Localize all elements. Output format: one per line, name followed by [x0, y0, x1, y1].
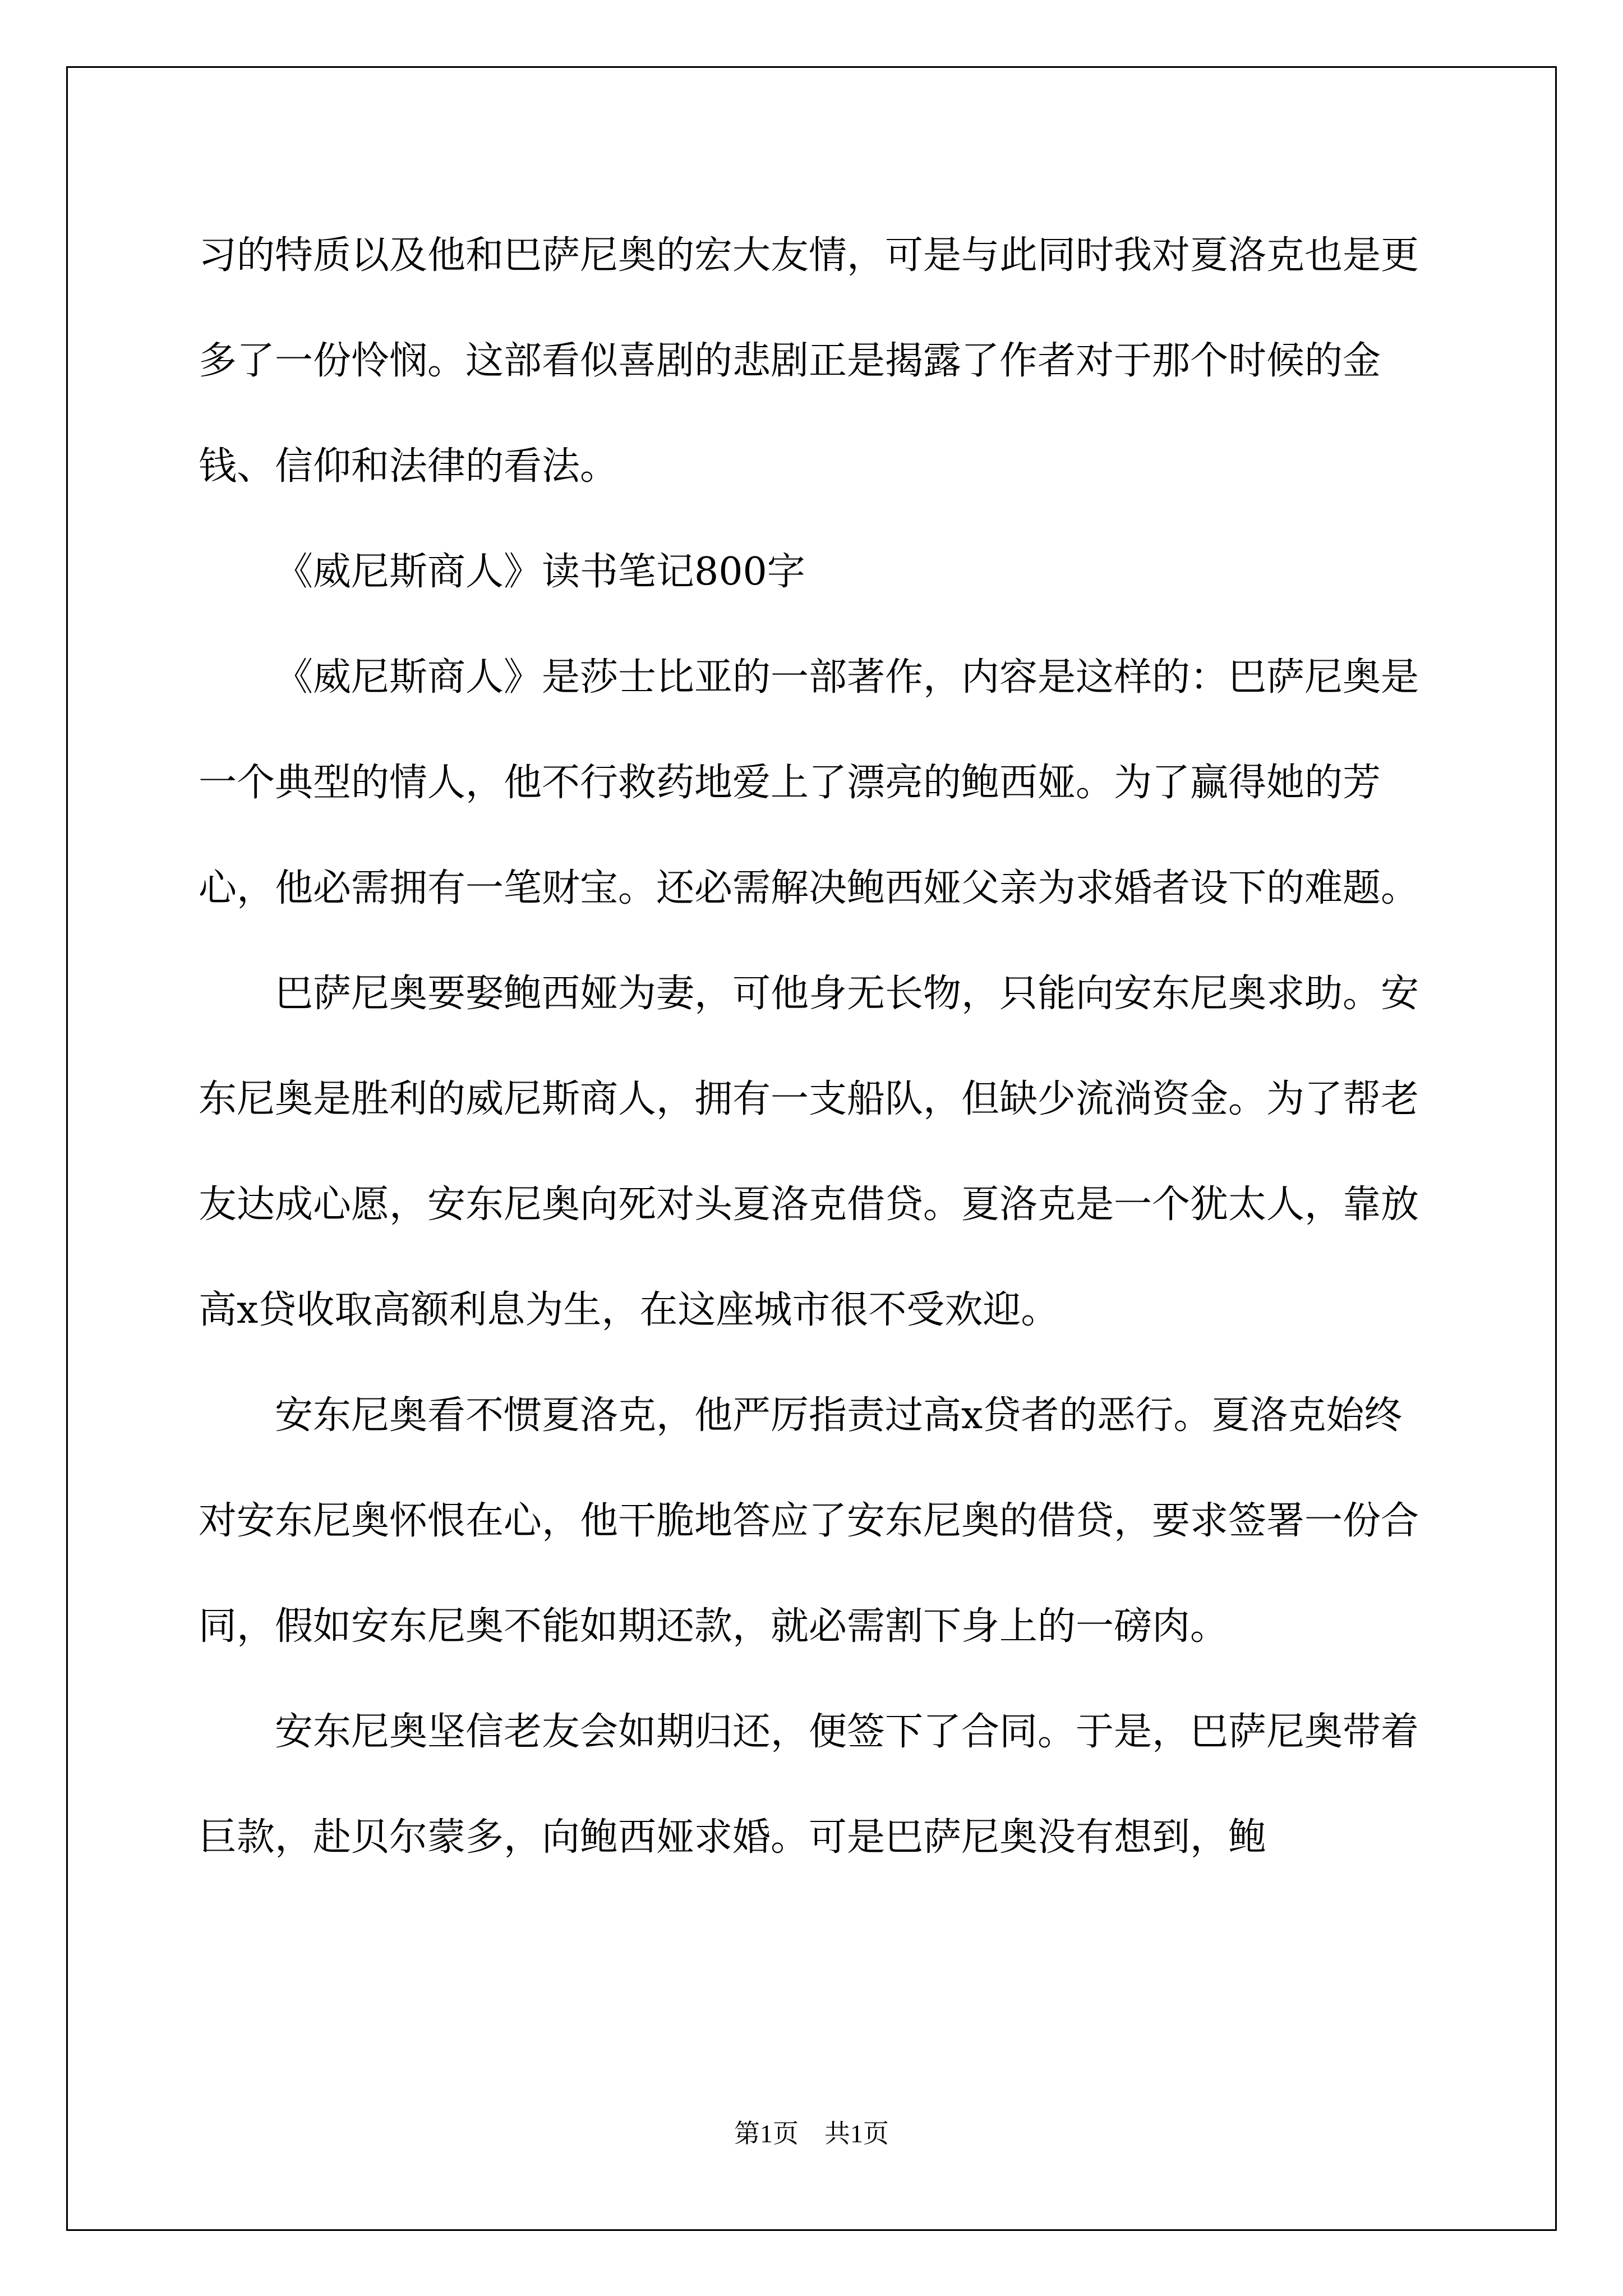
paragraph: 巴萨尼奥要娶鲍西娅为妻，可他身无长物，只能向安东尼奥求助。安东尼奥是胜利的威尼斯商人，拥有一支船队，但缺少流淌资金。为了帮老友达成心愿，安东尼奥向死对头夏洛克借贷。夏洛克是一个犹太人，靠放高x贷收取高额利息为生，在这座城市很不受欢迎。 — [199, 972, 1419, 1332]
paragraph-continuation: 习的特质以及他和巴萨尼奥的宏大友情，可是与此同时我对夏洛克也是更多了一份怜悯。这部看似喜剧的悲剧正是揭露了作者对于那个时候的金钱、信仰和法律的看法。 — [199, 233, 1419, 489]
paragraph: 安东尼奥看不惯夏洛克，他严厉指责过高x贷者的恶行。夏洛克始终对安东尼奥怀恨在心，他干脆地答应了安东尼奥的借贷，要求签署一份合同，假如安东尼奥不能如期还款，就必需割下身上的一磅肉。 — [199, 1393, 1419, 1649]
paragraph: 安东尼奥坚信老友会如期归还，便签下了合同。于是，巴萨尼奥带着巨款，赴贝尔蒙多，向鲍西娅求婚。可是巴萨尼奥没有想到，鲍 — [199, 1710, 1419, 1860]
paragraph: 《威尼斯商人》是莎士比亚的一部著作，内容是这样的：巴萨尼奥是一个典型的情人，他不行救药地爱上了漂亮的鲍西娅。为了赢得她的芳心，他必需拥有一笔财宝。还必需解决鲍西娅父亲为求婚者设下的难题。 — [199, 655, 1419, 910]
section-heading: 《威尼斯商人》读书笔记800字 — [275, 550, 805, 594]
document-body — [199, 203, 1432, 1890]
page-number-footer: 第1页 共1页 — [734, 2119, 889, 2148]
